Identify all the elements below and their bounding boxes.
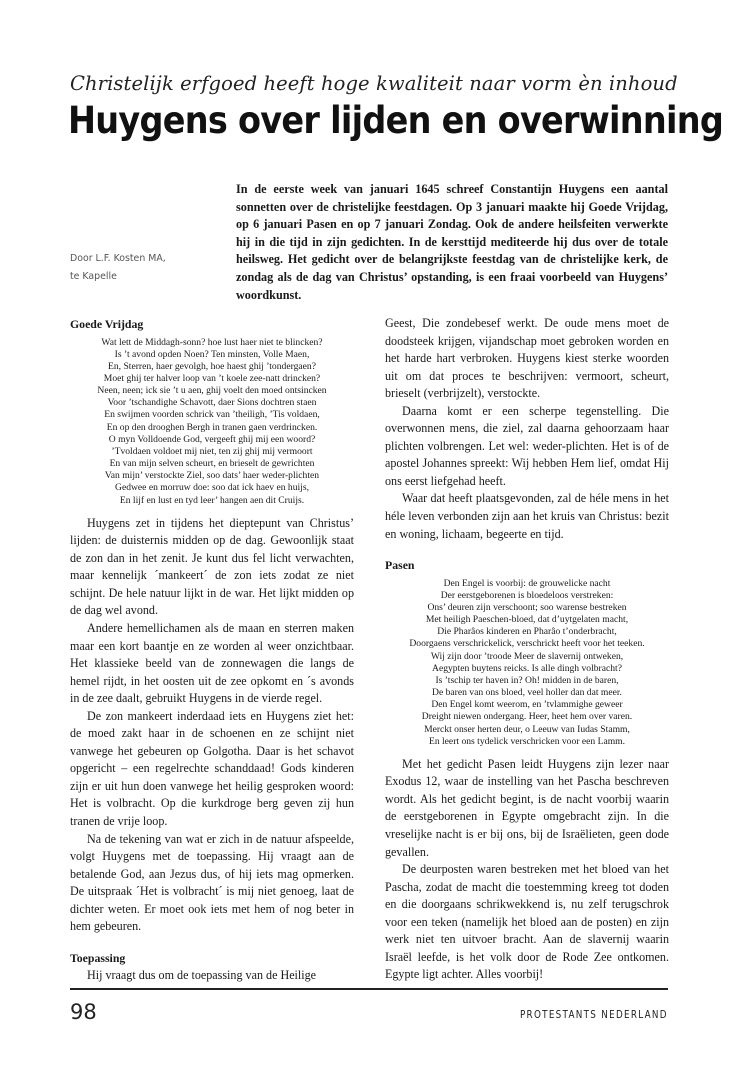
body-paragraph: Na de tekening van wat er zich in de natuur afspeelde, volgt Huygens met de toepassing. Hij vraagt aan de betalende God, aan Jezus dus, of hij iets mag opmerken. De uitspraak ´Het is volbracht´ is mij niet genoeg, laat de dichter weten. Er moet ook iets met hem of nog beter in hem gebeuren. — [70, 831, 354, 934]
body-paragraph: De zon mankeert inderdaad iets en Huygens ziet het: de moed zakt haar in de schoenen en ze schijnt niet vanwege het gebeuren op Golgotha. Daar is het schavot opgericht – een regelrechte schanddaad! Gods kinderen zijn er uit hun doen vanwege het heilig gesproken woord: Het is volbracht. Op die kurkdroge berg geven zij hun tranen de vrije loop. — [70, 708, 354, 829]
body-paragraph: Hij vraagt dus om de toepassing van de Heilige — [87, 968, 317, 983]
poem-line: Voor ’tschandighe Schavott, daer Sions dochtren staen — [107, 397, 317, 409]
body-paragraph: De deurposten waren bestreken met het bloed van het Pascha, zodat de macht die toestemming kreeg tot doden en die doorgaans schrikwekkend is, nu zelf terugschrok voor een teken (namelijk het bloed aan de posten) en zijn werk niet ten uitvoer bracht. Aan de slavernij waarin Israël leefde, is het volk door de Rode Zee ontkomen. Egypte ligt achter. Alles voorbij! — [385, 862, 669, 982]
poem-line: En lijf en lust en tyd leer’ hangen aen dit Cruijs. — [119, 494, 305, 506]
poem-line: De baren van ons bloed, veel holler dan dat meer. — [432, 687, 622, 699]
poem-line: Van mijn’ verstockte Ziel, soo dats’ haer weder-plichten — [104, 470, 320, 482]
poem-line: Der eerstgeborenen is bloedeloos verstreken: — [440, 589, 614, 601]
poem-line: Den Engel komt weerom, en ’tvlammighe geweer — [431, 699, 623, 711]
page-number: 98 — [70, 1000, 97, 1024]
poem-line: En leert ons tydelick verschricken voor een Lamm. — [428, 735, 626, 747]
poem-line: En op den drooghen Bergh in tranen gaen verdrincken. — [106, 421, 318, 433]
poem-line: Is ’t avond opden Noen? Ten minsten, Volle Maen, — [114, 348, 310, 360]
section-heading-toepassing: Toepassing — [70, 950, 126, 965]
poem-line: Die Pharâos kinderen en Pharâo t’onderbracht, — [437, 626, 617, 638]
poem-line: En van mijn selven scheurt, en brieselt de gewrichten — [109, 458, 315, 470]
poem-line: Met heiligh Paeschen-bloed, dat d’uytgelaten macht, — [425, 614, 629, 626]
right-column — [385, 315, 669, 984]
poem-line: Gedwee en morruw doe: soo dat ick haev en huijs, — [115, 482, 309, 494]
poem-line: En swijmen voorden schrick van ’theiligh, ’Tis voldaen, — [104, 409, 320, 421]
footer-rule — [70, 988, 668, 990]
poem-line: Merckt onser herten deur, o Leeuw van Iudas Stamm, — [424, 723, 630, 735]
poem-line: Ons’ deuren zijn verschoont; soo warense bestreken — [427, 601, 627, 613]
article-subtitle: Christelijk erfgoed heeft hoge kwaliteit naar vorm èn inhoud — [70, 72, 678, 95]
body-paragraph: Met het gedicht Pasen leidt Huygens zijn lezer naar Exodus 12, waar de instelling van het Pascha beschreven wordt. Als het gedicht begint, is de nacht voorbij waarin de eerstgeborenen in Egypte omgebracht zijn. In die vreselijke nacht is er bij ons, bij de Israëlieten, geen dode gevallen. — [385, 756, 669, 859]
poem-goede-vrijdag — [70, 337, 354, 507]
poem-line: Is ’tschip ter haven in? Oh! midden in de baren, — [435, 674, 619, 686]
author-location: te Kapelle — [70, 270, 117, 282]
body-paragraph: Daarna komt er een scherpe tegenstelling. Die overwonnen mens, die ziel, zal daarna gehoorzaam haar plichten volbrengen. Let wel: weder-plichten. Het is of de apostel Johannes spreekt: Wij hebben Hem lief, omdat Hij ons eerst liefgehad heeft. — [385, 403, 669, 488]
section-gap — [70, 936, 354, 950]
poem-line: ’Tvoldaen voldoet mij niet, ten zij ghij mij vermoort — [111, 445, 313, 457]
poem-line: Den Engel is voorbij: de grouwelicke nacht — [443, 577, 611, 589]
author-byline — [70, 250, 166, 285]
article-title: Huygens over lijden en overwinning — [68, 99, 724, 142]
poem-line: Wij zijn door ’troode Meer de slavernij ontweken, — [430, 650, 624, 662]
poem-line: Aegypten buytens reicks. Is alle dingh volbracht? — [432, 662, 622, 674]
poem-line: Moet ghij ter halver loop van ’t koele zee-natt drincken? — [103, 373, 321, 385]
poem-line: Doorgaens verschrickelick, verschrickt heeft voor het teeken. — [409, 638, 645, 650]
section-heading-goede-vrijdag: Goede Vrijdag — [70, 317, 144, 331]
section-heading-pasen: Pasen — [385, 558, 415, 573]
poem-line: En, Sterren, haer gevolgh, hoe haest ghij ’tondergaen? — [108, 360, 316, 372]
poem-pasen — [385, 578, 669, 748]
poem-line: Dreight niewen ondergang. Heer, heet hem over varen. — [421, 711, 633, 723]
poem-line: O myn Volldoende God, vergeeft ghij mij een woord? — [108, 433, 316, 445]
poem-line: Neen, neen; ick sie ’t u aen, ghij voelt den moed ontsincken — [97, 385, 327, 397]
magazine-name: PROTESTANTS NEDERLAND — [520, 1008, 668, 1021]
article-intro: In de eerste week van januari 1645 schreef Constantijn Huygens een aantal sonnetten over de christelijke feestdagen. Op 3 januari maakte hij Goede Vrijdag, op 6 januari Pasen en op 7 januari Zondag. Ook de andere heilsfeiten verwerkte hij in die tijd in zijn gedichten. In de kersttijd mediteerde hij dus over de totale heilsweg. Het gedicht over de belangrijkste feestdag van de christelijke kerk, de zondag als de dag van Christus’ opstanding, is een fraai voorbeeld van Huygens’ woordkunst. — [236, 182, 668, 302]
left-column — [70, 316, 354, 985]
section-gap — [385, 543, 669, 557]
body-paragraph: Huygens zet in tijdens het dieptepunt van Christus’ lijden: de duisternis midden op de dag. Gewoonlijk staat de zon dan in het zenit. Je kunt dus fel licht verwachten, maar kennelijk ´mankeert´ de zon iets zodat ze niet schijnt. De hele natuur lijkt in de war. Het lijkt midden op de dag wel avond. — [70, 515, 354, 618]
poem-line: Wat lett de Middagh-sonn? hoe lust haer niet te blincken? — [101, 336, 323, 348]
author-name: Door L.F. Kosten MA, — [70, 253, 166, 264]
body-paragraph: Geest, Die zondebesef werkt. De oude mens moet de doodsteek krijgen, vijandschap moet gebroken worden en het harde hart verbroken. Huygens kiest sterke woorden uit om dat proces te beschrijven: vermoort, scheurt, brieselt (verbrijzelt), verstockte. — [385, 316, 669, 401]
body-paragraph: Andere hemellichamen als de maan en sterren maken maar een kort baantje en ze worden al weer onzichtbaar. Het klassieke beeld van de zonnewagen die langs de hemel rijdt, in het oosten uit de zee opkomt en ´s avonds in de zee daalt, gebruikt Huygens in de vierde regel. — [70, 621, 354, 706]
body-paragraph: Waar dat heeft plaatsgevonden, zal de héle mens in het héle leven verbonden zijn aan het kruis van Christus: bezit en woning, lichaam, begeerte en tijd. — [385, 491, 669, 541]
